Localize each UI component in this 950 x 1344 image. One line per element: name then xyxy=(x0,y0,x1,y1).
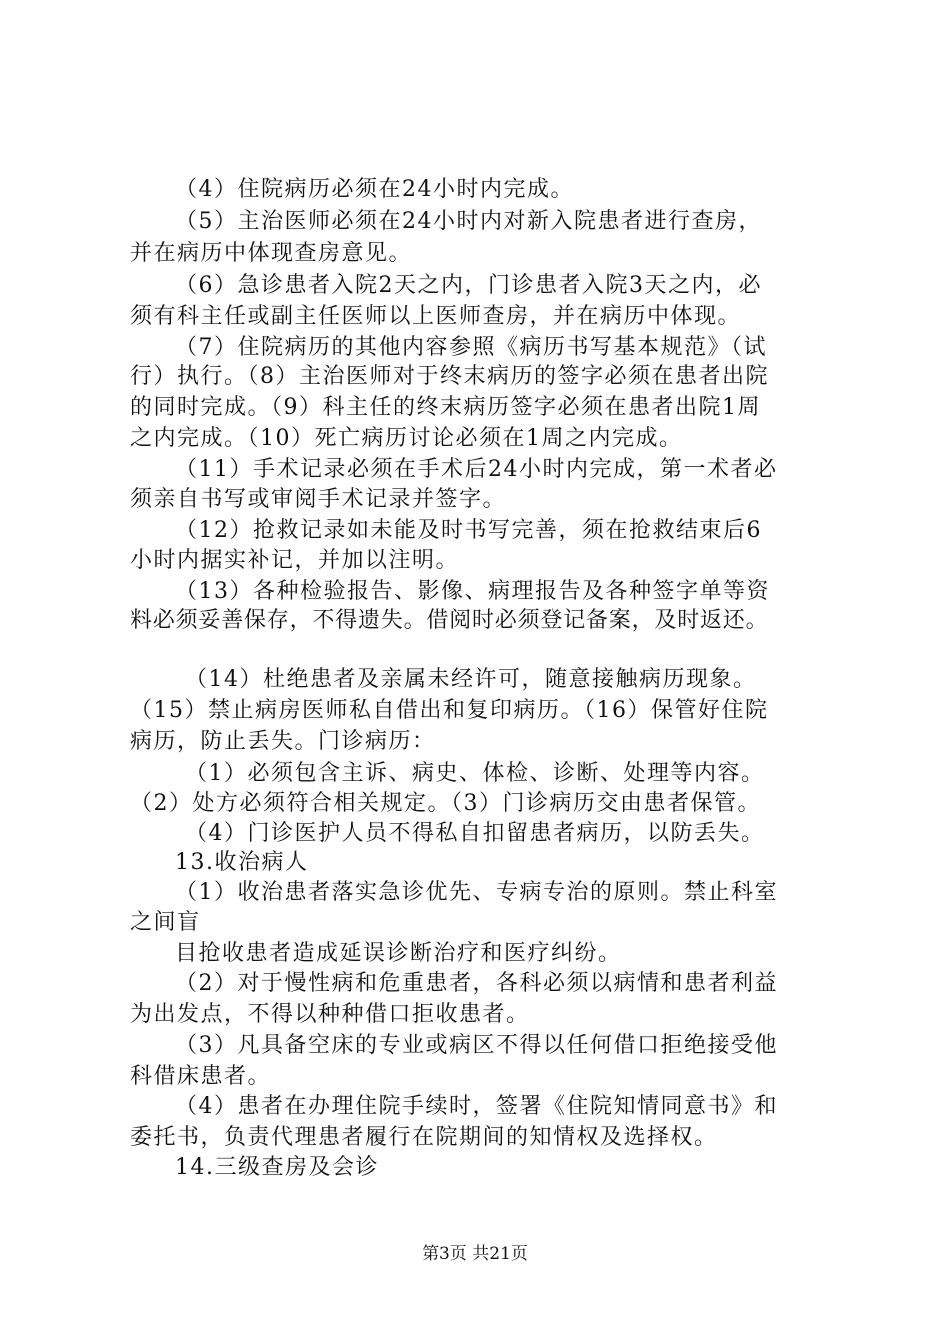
body-line: 之内完成。（10）死亡病历讨论必须在1周之内完成。 xyxy=(130,426,683,451)
body-line: （13）各种检验报告、影像、病理报告及各种签字单等资 xyxy=(175,579,770,604)
body-line: 须有科主任或副主任医师以上医师查房，并在病历中体现。 xyxy=(130,304,742,329)
body-line: 的同时完成。（9）科主任的终末病历签字必须在患者出院1周 xyxy=(130,395,761,420)
section-heading: 14.三级查房及会诊 xyxy=(175,1155,379,1180)
body-line: 行）执行。（8）主治医师对于终末病历的签字必须在患者出院 xyxy=(130,364,769,389)
body-line: 病历，防止丢失。门诊病历： xyxy=(130,729,436,754)
body-line: （4）门诊医护人员不得私自扣留患者病历，以防丢失。 xyxy=(185,821,765,846)
body-line: （4）住院病历必须在24小时内完成。 xyxy=(175,177,574,202)
body-line: 须亲自书写或审阅手术记录并签字。 xyxy=(130,487,507,512)
body-line: （6）急诊患者入院2天之内，门诊患者入院3天之内，必 xyxy=(175,273,762,298)
body-line: 目抢收患者造成延误诊断治疗和医疗纠纷。 xyxy=(175,941,622,966)
body-line: （15）禁止病房医师私自借出和复印病历。（16）保管好住院 xyxy=(130,698,769,723)
body-line: （12）抢救记录如未能及时书写完善，须在抢救结束后6 xyxy=(175,518,762,543)
body-line: （4）患者在办理住院手续时，签署《住院知情同意书》和 xyxy=(175,1094,778,1119)
section-heading: 13.收治病人 xyxy=(175,850,309,875)
body-line: 委托书，负责代理患者履行在院期间的知情权及选择权。 xyxy=(130,1125,718,1150)
body-line: 并在病历中体现查房意见。 xyxy=(130,241,413,266)
body-line: （1）收治患者落实急诊优先、专病专治的原则。禁止科室 xyxy=(175,880,778,905)
body-line: 之间盲 xyxy=(130,910,201,935)
body-line: （5）主治医师必须在24小时内对新入院患者进行查房， xyxy=(175,209,762,234)
body-line: （2）处方必须符合相关规定。（3）门诊病历交由患者保管。 xyxy=(130,791,761,816)
body-line: 为出发点，不得以种种借口拒收患者。 xyxy=(130,1002,530,1027)
body-line: （3）凡具备空床的专业或病区不得以任何借口拒绝接受他 xyxy=(175,1033,778,1058)
body-line: （2）对于慢性病和危重患者，各科必须以病情和患者利益 xyxy=(175,971,778,996)
body-line: （7）住院病历的其他内容参照《病历书写基本规范》（试 xyxy=(175,335,767,360)
body-line: （11）手术记录必须在手术后24小时内完成，第一术者必 xyxy=(175,457,778,482)
body-line: 小时内据实补记，并加以注明。 xyxy=(130,548,460,573)
body-line: （14）杜绝患者及亲属未经许可，随意接触病历现象。 xyxy=(185,667,757,692)
page-number-footer: 第3页 共21页 xyxy=(422,1244,528,1264)
body-line: 科借床患者。 xyxy=(130,1064,272,1089)
body-line: （1）必须包含主诉、病史、体检、诊断、处理等内容。 xyxy=(185,761,765,786)
body-line: 料必须妥善保存，不得遗失。借阅时必须登记备案，及时返还。 xyxy=(130,608,769,633)
